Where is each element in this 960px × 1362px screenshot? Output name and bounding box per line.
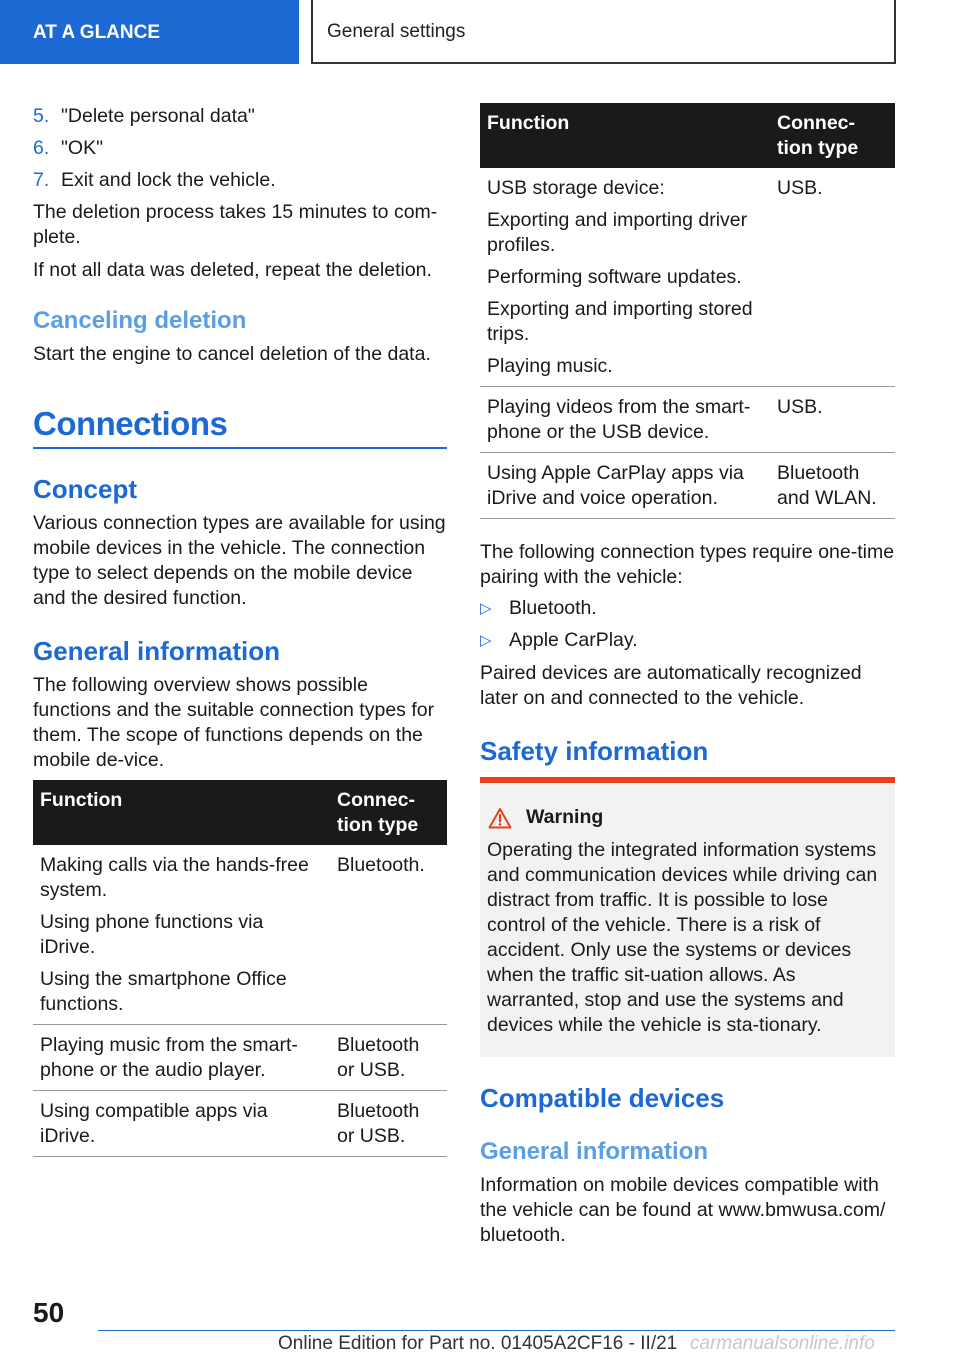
canceling-deletion-heading: Canceling deletion bbox=[33, 307, 247, 334]
safety-information-heading: Safety information bbox=[480, 736, 709, 766]
table-row bbox=[33, 1025, 447, 1091]
connection-type-cell: Bluetooth or USB. bbox=[330, 1025, 447, 1091]
function-cell: Playing videos from the smart‐phone or the USB device. bbox=[480, 387, 770, 453]
watermark: carmanualsonline.info bbox=[690, 1333, 875, 1354]
steps-list bbox=[33, 104, 447, 200]
concept-heading: Concept bbox=[33, 474, 137, 504]
connection-type-cell: USB. bbox=[770, 168, 895, 387]
step-item: 6. "OK" bbox=[33, 137, 104, 159]
page-number: 50 bbox=[33, 1297, 65, 1328]
list-item: ▷ Apple CarPlay. bbox=[480, 628, 895, 660]
function-cell: Using Apple CarPlay apps via iDrive and voice operation. bbox=[480, 453, 770, 519]
function-cell: USB storage device: Exporting and importing driver profiles. Performing software updates. Exporting and importing stored trips. Playing music. bbox=[480, 168, 770, 387]
connections-heading: Connections bbox=[33, 405, 228, 442]
pairing-bullets bbox=[480, 596, 895, 660]
concept-text: Various connection types are available for using mobile devices in the vehicle. The connection type to select depends on the mobile device and the desired function. bbox=[33, 512, 446, 609]
heading-divider bbox=[33, 447, 447, 449]
repeat-deletion-text: If not all data was deleted, repeat the deletion. bbox=[33, 259, 432, 281]
table-header-row bbox=[480, 103, 895, 168]
compatible-general-information-heading: General information bbox=[480, 1138, 709, 1165]
column-header-connection-type: Connec‐tion type bbox=[330, 780, 447, 845]
step-item: 7. Exit and lock the vehicle. bbox=[33, 169, 276, 191]
table-header-row bbox=[33, 780, 447, 845]
warning-title: Warning bbox=[526, 806, 604, 828]
general-information-heading: General information bbox=[33, 636, 281, 666]
table-row bbox=[480, 168, 895, 387]
table-row bbox=[480, 453, 895, 519]
deletion-duration-text: The deletion process takes 15 minutes to com‐plete. bbox=[33, 201, 438, 248]
column-header-function: Function bbox=[480, 103, 770, 168]
warning-header bbox=[487, 805, 888, 830]
connection-type-cell: Bluetooth. bbox=[330, 845, 447, 1025]
general-information-text: The following overview shows possible functions and the suitable connection types for them. The scope of functions depends on the mobile de‐vice. bbox=[33, 674, 435, 771]
paired-devices-text: Paired devices are automatically recognized later on and connected to the vehicle. bbox=[480, 662, 862, 709]
canceling-deletion-text: Start the engine to cancel deletion of the data. bbox=[33, 343, 431, 365]
compatible-devices-text: Information on mobile devices compatible with the vehicle can be found at www.bmwusa.com/ bluetooth. bbox=[480, 1174, 886, 1246]
column-header-connection-type: Connec‐tion type bbox=[770, 103, 895, 168]
warning-box bbox=[480, 777, 895, 1057]
table-row bbox=[33, 1091, 447, 1157]
page-header-title: General settings bbox=[311, 0, 896, 64]
table-row bbox=[33, 845, 447, 1025]
warning-triangle-icon bbox=[488, 807, 512, 829]
triangle-bullet-icon: ▷ bbox=[480, 600, 492, 617]
section-tab: AT A GLANCE bbox=[0, 0, 299, 64]
edition-text: Online Edition for Part no. 01405A2CF16 - II/21 bbox=[278, 1333, 678, 1354]
connection-table-left bbox=[33, 780, 447, 1157]
step-item: 5. "Delete personal data" bbox=[33, 105, 255, 127]
triangle-bullet-icon: ▷ bbox=[480, 632, 492, 649]
compatible-devices-heading: Compatible devices bbox=[480, 1083, 725, 1113]
connection-type-cell: Bluetooth or USB. bbox=[330, 1091, 447, 1157]
table-row bbox=[480, 387, 895, 453]
connection-table-right bbox=[480, 103, 895, 519]
connection-type-cell: Bluetooth and WLAN. bbox=[770, 453, 895, 519]
function-cell: Making calls via the hands-free system. Using phone functions via iDrive. Using the smartphone Office functions. bbox=[33, 845, 330, 1025]
warning-text: Operating the integrated information systems and communication devices while driving can distract from traffic. It is possible to lose control of the vehicle. There is a risk of accident. Only use the systems or devices when the traffic sit‐uation allows. As warranted, stop and use the systems and devices while the vehicle is sta‐tionary. bbox=[487, 839, 878, 1036]
function-cell: Using compatible apps via iDrive. bbox=[33, 1091, 330, 1157]
column-header-function: Function bbox=[33, 780, 330, 845]
function-cell: Playing music from the smart‐phone or the audio player. bbox=[33, 1025, 330, 1091]
list-item: ▷ Bluetooth. bbox=[480, 596, 895, 628]
connection-type-cell: USB. bbox=[770, 387, 895, 453]
pairing-text: The following connection types require one-time pairing with the vehicle: bbox=[480, 541, 895, 588]
